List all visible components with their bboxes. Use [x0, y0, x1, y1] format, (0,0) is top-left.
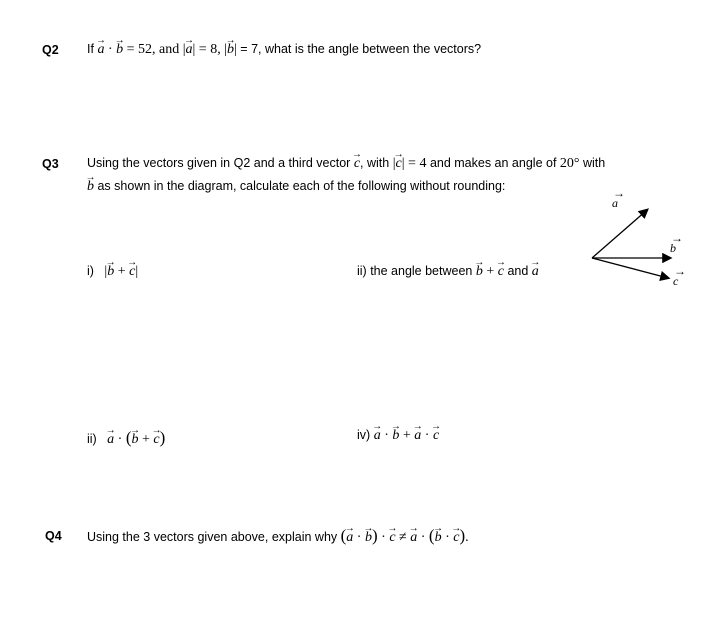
q3-part-ii: ii) the angle between → b + → c and → a [357, 264, 539, 280]
q3-part-iv: iv) → a · → b + → a · → c [357, 428, 439, 444]
q3-line2: → b as shown in the diagram, calculate each of the following without rounding: [87, 179, 505, 195]
q3-mag-c: = 4 [408, 156, 427, 171]
q3-line1: Using the vectors given in Q2 and a third vector → c, with |→ c| = 4 and makes an angle of 20° with [87, 156, 605, 172]
q3-line1-start: Using the vectors given in Q2 and a third vector [87, 156, 351, 170]
part-iv-label: iv) [357, 428, 371, 442]
q3-line1-with: , with [360, 156, 390, 170]
q2-mag-b: = 7, what is the angle between the vectors? [240, 42, 482, 56]
svg-text:→: → [674, 264, 686, 278]
vector-c-arrow [592, 258, 668, 278]
svg-text:→: → [613, 190, 625, 200]
q2-number: Q2 [42, 43, 59, 57]
q3-line2-tail: as shown in the diagram, calculate each of the following without rounding: [97, 179, 506, 193]
q3-line1-end: and makes an angle of [429, 156, 557, 170]
vector-diagram [585, 190, 695, 290]
q2-text: If → a · → b = 52, and |→ a| = 8, |→ b| = 7, what is the angle between the vectors? [87, 42, 481, 58]
q2-dot-value: = 52, and [126, 42, 180, 57]
q3-number: Q3 [42, 157, 59, 171]
vector-b-label: b [670, 241, 676, 255]
q4-text: Using the 3 vectors given above, explain why (→ a · → b) · → c ≠ → a · (→ b · → c). [87, 526, 469, 546]
part-ii-and: and [507, 264, 529, 278]
q3-part-i: i) |→ b + → c| [87, 264, 138, 280]
q2-mag-a: = 8, [198, 42, 221, 57]
q3-part-iii: ii) → a · (→ b + → c) [87, 428, 165, 448]
q4-number: Q4 [45, 529, 62, 543]
part-ii-label: ii) the angle between [357, 264, 473, 278]
q2-prefix: If [87, 42, 94, 56]
vector-c-label: c [673, 274, 679, 288]
svg-text:→: → [671, 231, 683, 245]
q3-line1-tail: with [583, 156, 606, 170]
part-i-label: i) [87, 264, 94, 278]
q4-text-body: Using the 3 vectors given above, explain why [87, 530, 338, 544]
part-iii-label: ii) [87, 432, 97, 446]
q3-angle: 20° [559, 156, 580, 171]
vector-a-arrow [592, 210, 647, 258]
vector-a-label: a [612, 196, 618, 210]
